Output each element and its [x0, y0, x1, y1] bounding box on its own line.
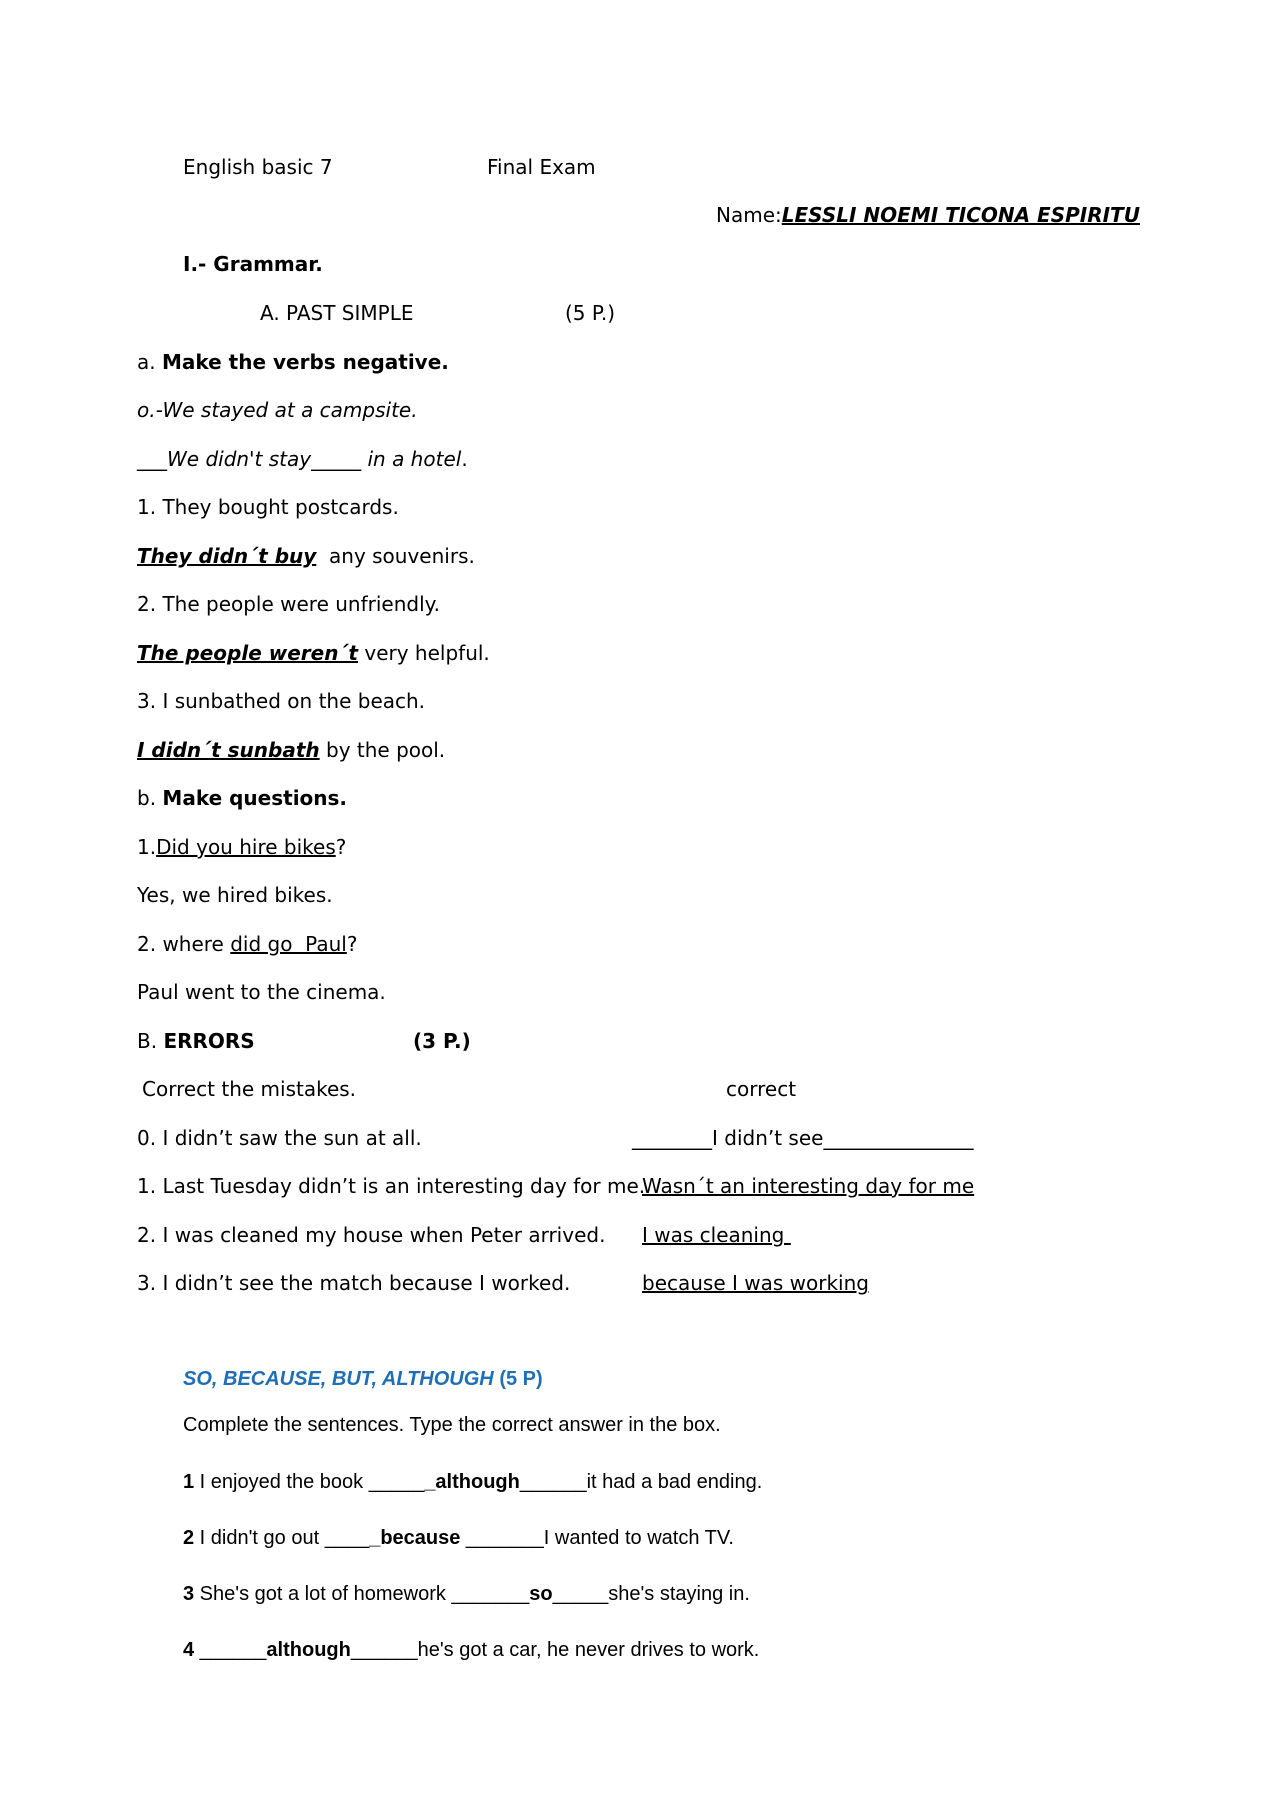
error-row-2-answer: I was cleaning: [642, 1223, 791, 1247]
errors-instruction: Correct the mistakes.: [142, 1077, 357, 1101]
item-3-answer: I didn´t sunbath: [137, 738, 320, 762]
past-simple-points: (5 P.): [565, 301, 615, 325]
error-row-2-sentence: 2. I was cleaned my house when Peter arrived.: [137, 1223, 606, 1247]
example-answer-pre: ___: [137, 447, 167, 471]
part-a-title: Make the verbs negative.: [161, 350, 449, 374]
conjunction-item-2-num: 2: [183, 1527, 195, 1549]
error-row-3-sentence: 3. I didn’t see the match because I worked.: [137, 1271, 571, 1295]
conjunction-item-3-pre: She's got a lot of homework _______: [194, 1583, 530, 1605]
error-row-0-answer: ________I didn’t see_______________: [632, 1126, 974, 1150]
conjunction-item-2-post: _______I wanted to watch TV.: [460, 1527, 734, 1549]
name-label: Name:: [716, 203, 782, 227]
conjunction-item-4-answer: although: [266, 1639, 351, 1661]
part-a-prefix: a.: [137, 350, 162, 374]
name-value: LESSLI NOEMI TICONA ESPIRITU: [781, 203, 1140, 227]
conjunction-item-1-answer: _although: [424, 1471, 520, 1493]
errors-prefix: B.: [137, 1029, 164, 1053]
error-row-3-answer: because I was working: [642, 1271, 869, 1295]
conjunction-item-1-pre: I enjoyed the book _____: [194, 1471, 425, 1493]
item-3-prompt: 3. I sunbathed on the beach.: [137, 689, 426, 713]
part-b-title: Make questions.: [162, 786, 348, 810]
item-2-rest: very helpful.: [358, 641, 490, 665]
conjunction-item-1-post: ______it had a bad ending.: [519, 1471, 763, 1493]
question-1-post: ?: [335, 835, 347, 859]
question-2-pre: 2. where: [137, 932, 231, 956]
example-answer-text: We didn't stay: [167, 447, 312, 471]
conjunctions-heading: [183, 1367, 543, 1391]
conjunction-item-1: [183, 1470, 762, 1494]
conjunction-item-4-post: ______he's got a car, he never drives to work.: [350, 1639, 760, 1661]
past-simple-title: A. PAST SIMPLE: [260, 301, 414, 325]
question-2-answer: did go Paul: [230, 932, 347, 956]
conjunction-item-1-num: 1: [183, 1471, 195, 1493]
part-b-prefix: b.: [137, 786, 163, 810]
question-1-answer: Did you hire bikes: [156, 835, 336, 859]
example-prompt: o.-We stayed at a campsite.: [137, 398, 418, 422]
student-name: [716, 203, 1140, 227]
item-1-answer: They didn´t buy: [137, 544, 317, 568]
item-1-rest: any souvenirs.: [316, 544, 475, 568]
conjunction-item-3: [183, 1582, 750, 1606]
example-period: .: [461, 447, 468, 471]
question-1-pre: 1.: [137, 835, 157, 859]
conjunction-item-2-pre: I didn't go out ____: [194, 1527, 370, 1549]
conjunction-item-2: [183, 1526, 734, 1550]
conjunctions-instruction: Complete the sentences. Type the correct answer in the box.: [183, 1414, 721, 1436]
conjunctions-points: (5 P): [499, 1368, 543, 1390]
part-b-heading: [137, 786, 347, 810]
example-answer-post: _____ in a hotel: [311, 447, 462, 471]
question-2: [137, 932, 357, 956]
course-title: English basic 7: [183, 155, 333, 179]
question-1: [137, 835, 346, 859]
conjunction-item-4-num: 4: [183, 1639, 195, 1661]
errors-title: ERRORS: [163, 1029, 255, 1053]
conjunction-item-3-post: _____she's staying in.: [552, 1583, 750, 1605]
section-grammar-title: I.- Grammar.: [183, 252, 323, 276]
error-row-1-sentence: 1. Last Tuesday didn’t is an interesting day for me.: [137, 1174, 646, 1198]
example-answer: [137, 447, 468, 471]
conjunction-item-3-num: 3: [183, 1583, 195, 1605]
item-2-answer-line: [137, 641, 490, 665]
error-row-0-sentence: 0. I didn’t saw the sun at all.: [137, 1126, 422, 1150]
item-3-rest: by the pool.: [319, 738, 446, 762]
part-a-heading: [137, 350, 449, 374]
conjunction-item-4-pre: ______: [194, 1639, 267, 1661]
question-1-reply: Yes, we hired bikes.: [137, 883, 333, 907]
exam-title: Final Exam: [487, 155, 596, 179]
item-1-answer-line: [137, 544, 475, 568]
conjunctions-title: SO, BECAUSE, BUT, ALTHOUGH: [183, 1368, 494, 1390]
item-2-answer: The people weren´t: [137, 641, 358, 665]
error-row-1-answer: Wasn´t an interesting day for me: [642, 1174, 975, 1198]
question-2-post: ?: [346, 932, 358, 956]
conjunction-item-3-answer: so: [529, 1583, 553, 1605]
item-2-prompt: 2. The people were unfriendly.: [137, 592, 440, 616]
question-2-reply: Paul went to the cinema.: [137, 980, 386, 1004]
conjunction-item-2-answer: _because: [369, 1527, 461, 1549]
correct-label: correct: [726, 1077, 797, 1101]
errors-points: (3 P.): [413, 1029, 471, 1053]
conjunction-item-4: [183, 1638, 759, 1662]
errors-heading: [137, 1029, 255, 1053]
item-1-prompt: 1. They bought postcards.: [137, 495, 399, 519]
item-3-answer-line: [137, 738, 445, 762]
